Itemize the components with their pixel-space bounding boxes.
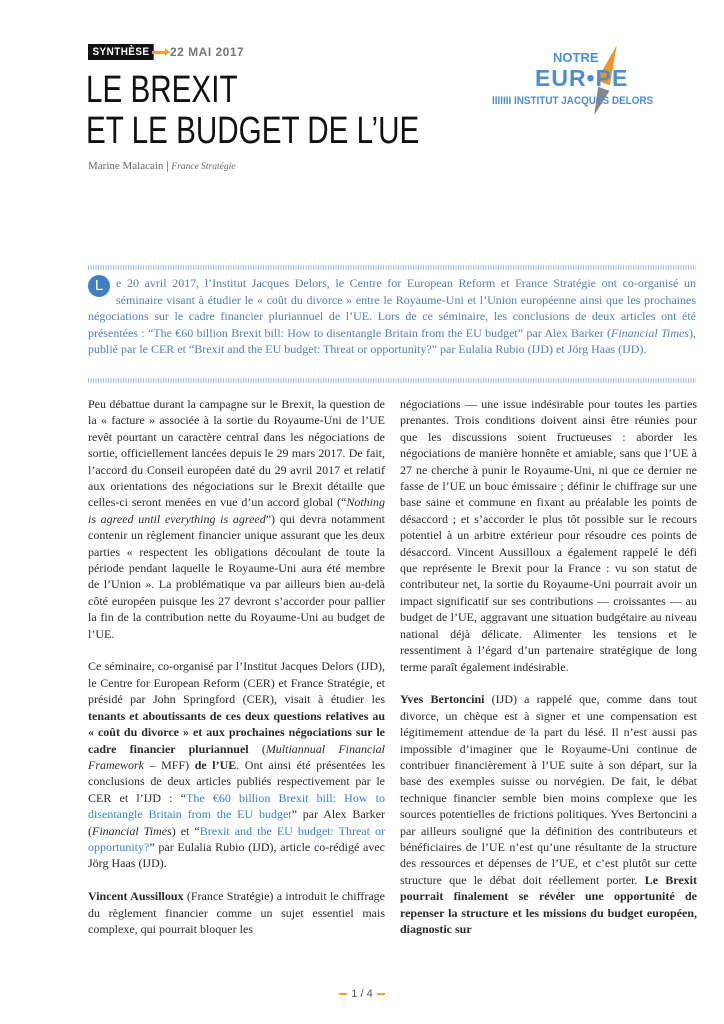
logo-line-3: IIIIIII INSTITUT JACQUES DELORS (492, 95, 654, 107)
text-run: Vincent Aussilloux (88, 889, 184, 904)
dash-icon (339, 993, 347, 995)
page-footer (0, 988, 724, 1000)
text-run: ( (248, 741, 266, 756)
date-text: 22 MAI 2017 (170, 45, 245, 59)
text-run: . Ont ainsi été présentées les conclusions de deux articles publiés respectivement par le CER et l’IJD : “ (88, 757, 385, 805)
intro-summary (88, 275, 696, 358)
text-run: Multiannual Financial Framework (88, 741, 385, 772)
paragraph (88, 888, 385, 937)
paragraph (400, 396, 697, 675)
text-run: Yves Bertoncini (400, 692, 485, 707)
text-run: (IJD) a rappelé que, comme dans tout divorce, un chèque est à signer et une compensation est légitimement attendue de la part du lésé. Il n’est aussi pas impossible d’imaginer que le Royaume-Uni continue de contribuer financièrement à l’UE suite à son départ, sur la base des exemples suisse ou norvégien. De fait, le débat technique financier semble bien moins complexe que les sources potentielles de frictions politiques. Yves Bertoncini a par ailleurs souligné que la définition des contributeurs et bénéficiaires de l’UE n’est qu’une résultante de la structure des ressources et dépenses de l’UE, et c’est plutôt sur cette structure que le débat doit réellement porter. (400, 692, 697, 887)
article-link[interactable]: The €60 billion Brexit bill: How to disentangle Britain from the EU budget (88, 790, 385, 822)
title-line-1: LE BREXIT (86, 69, 238, 111)
logo-line-2: EUR•PE (535, 65, 629, 91)
text-run: ” par Alex Barker ( (88, 807, 385, 838)
text-run: de l’UE (194, 757, 237, 772)
arrow-icon (152, 51, 166, 54)
page-title (86, 70, 419, 152)
text-run: – MFF) (144, 757, 195, 772)
divider-top (88, 265, 696, 270)
article-link[interactable]: Brexit and the EU budget: Threat or opportunity? (88, 823, 385, 854)
drop-cap: L (88, 275, 110, 297)
left-column (88, 396, 385, 954)
logo-line-1: NOTRE (553, 50, 599, 65)
paragraph (88, 396, 385, 642)
paragraph (400, 691, 697, 937)
text-run: tenants et aboutissants de ces deux questions relatives au « coût du divorce » et aux prochaines négociations sur le cadre financier pluriannuel (88, 708, 385, 756)
publication-date (152, 45, 244, 59)
text-run: ”) qui devra notamment contenir un règlement financier unique assurant que les deux parties « respectent les obligations découlant de toute la période pendant laquelle le Royaume-Uni aura été membre de l’Union ». La problématique va par ailleurs bien au-delà côté européen puisque les 27 devront s’accorder pour pallier la fin de la contribution nette du Royaume-Uni au budget de l’UE. (88, 511, 385, 641)
text-run: Ce séminaire, co-organisé par l’Institut Jacques Delors (IJD), le Centre for European Reform (CER) et France Stratégie, et présidé par John Springford (CER), visait à étudier les (88, 659, 385, 707)
page-number: 1 / 4 (351, 988, 373, 1000)
divider-bottom (88, 378, 696, 383)
notre-europe-logo (490, 38, 690, 118)
text-run: ) et “ (171, 823, 200, 838)
text-run: Le Brexit pourrait finalement se révéler une opportunité de repenser la structure et les missions du budget européen, diagnostic sur (400, 872, 697, 936)
text-run: Nothing is agreed until everything is agreed (88, 495, 385, 526)
intro-italic: Financial Times (611, 325, 690, 340)
text-run: négociations — une issue indésirable pour toutes les parties prenantes. Trois conditions doivent ainsi être réunies pour que les discussions soient fructueuses : aborder les négociations de manière honnête et amiable, sans que l’UE à 27 ne cherche à punir le Royaume-Uni, ni que ce dernier ne fasse de l’UE un bouc émissaire ; définir le chiffrage sur une base saine et commune en fixant au préalable les points de désaccord ; et s’accorder le plus tôt possible sur le recours potentiel à un arbitre extérieur pour résoudre ces points de désaccord. Vincent Aussilloux a également rappelé le défi que représente le Brexit pour la France : vu son statut de contributeur net, la sortie du Royaume-Uni pourrait avoir un impact significatif sur ses contributions — croissantes — au budget de l’UE, aggravant une situation budgétaire au niveau national déjà délicate. Alimenter les tensions et le ressentiment à l’égard d’un partenaire stratégique de long terme paraît également indésirable. (400, 397, 697, 674)
text-run: (France Stratégie) a introduit le chiffrage du règlement financier comme un sujet essentiel mais complexe, qui pourrait bloquer les (88, 889, 385, 936)
right-column (400, 396, 697, 954)
text-run: Financial Times (92, 823, 172, 838)
text-run: Peu débattue durant la campagne sur le Brexit, la question de la « facture » associée à la sortie du Royaume-Uni de l’UE revêt pourtant un caractère central dans les négociations de sortie, officiellement lancées depuis le 29 mars 2017. De fait, l’accord du Conseil européen daté du 29 avril 2017 et relatif aux orientations des négociations sur le Brexit détaille que celles-ci seront menées en vue d’un accord global (“ (88, 397, 385, 510)
dash-icon (377, 993, 385, 995)
text-run: ” par Eulalia Rubio (IJD), article co-rédigé avec Jörg Haas (IJD). (88, 839, 385, 871)
author-name: Marine Malacain (88, 160, 164, 172)
intro-text-2: ), publié par le CER et “Brexit and the EU budget: Threat or opportunity?” par Eulalia Rubio (IJD) et Jörg Haas (IJD). (88, 325, 697, 356)
title-line-2: ET LE BUDGET DE L’UE (86, 110, 420, 152)
intro-text: e 20 avril 2017, l’Institut Jacques Delors, le Centre for European Reform et France Stratégie ont co-organisé un séminaire visant à étudier le « coût du divorce » entre le Royaume-Uni et l’Union européenne ainsi que les prochaines négociations sur le cadre financier pluriannuel de l’UE. Lors de ce séminaire, les conclusions de deux articles ont été présentées : “The €60 billion Brexit bill: How to disentangle Britain from the EU budget” par Alex Barker ( (88, 276, 696, 340)
paragraph (88, 658, 385, 871)
author-line: Marine Malacain | France Stratégie (88, 160, 236, 172)
author-org: France Stratégie (171, 162, 236, 172)
document-type-tag: SYNTHÈSE (88, 44, 154, 60)
